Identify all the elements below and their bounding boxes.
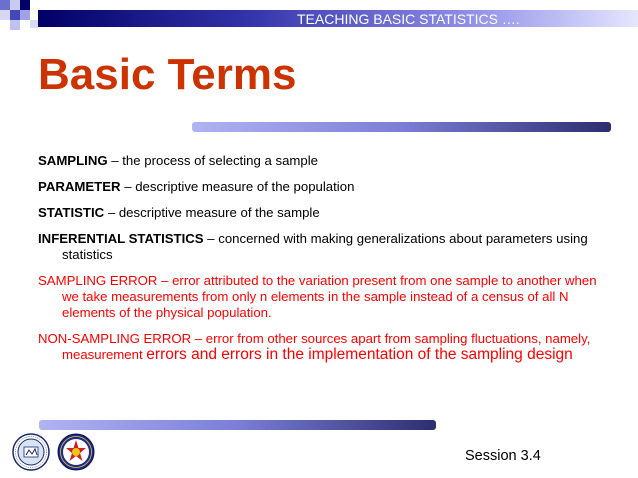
term-parameter: PARAMETER – descriptive measure of the population xyxy=(38,179,355,194)
session-label: Session 3.4 xyxy=(465,448,541,464)
title-divider xyxy=(192,122,611,132)
terms-list xyxy=(38,153,608,373)
institute-seal-logo xyxy=(57,433,95,471)
term-non-sampling-error: NON-SAMPLING ERROR – error from other sources apart from sampling fluctuations, namely, measurement errors and errors in the implementation of the sampling design xyxy=(38,331,591,363)
slide-title: Basic Terms xyxy=(38,50,297,99)
term-sampling: SAMPLING – the process of selecting a sample xyxy=(38,153,318,168)
term-inferential-statistics: INFERENTIAL STATISTICS – concerned with making generalizations about parameters using statistics xyxy=(38,231,588,262)
footer-divider xyxy=(39,420,436,430)
term-sampling-error: SAMPLING ERROR – error attributed to the variation present from one sample to another when we take measurements from only n elements in the sample instead of a census of all N elements of the physical population. xyxy=(38,273,597,320)
agency-seal-logo xyxy=(12,433,50,471)
term-statistic: STATISTIC – descriptive measure of the sample xyxy=(38,205,320,220)
header-label: TEACHING BASIC STATISTICS …. xyxy=(297,11,520,27)
